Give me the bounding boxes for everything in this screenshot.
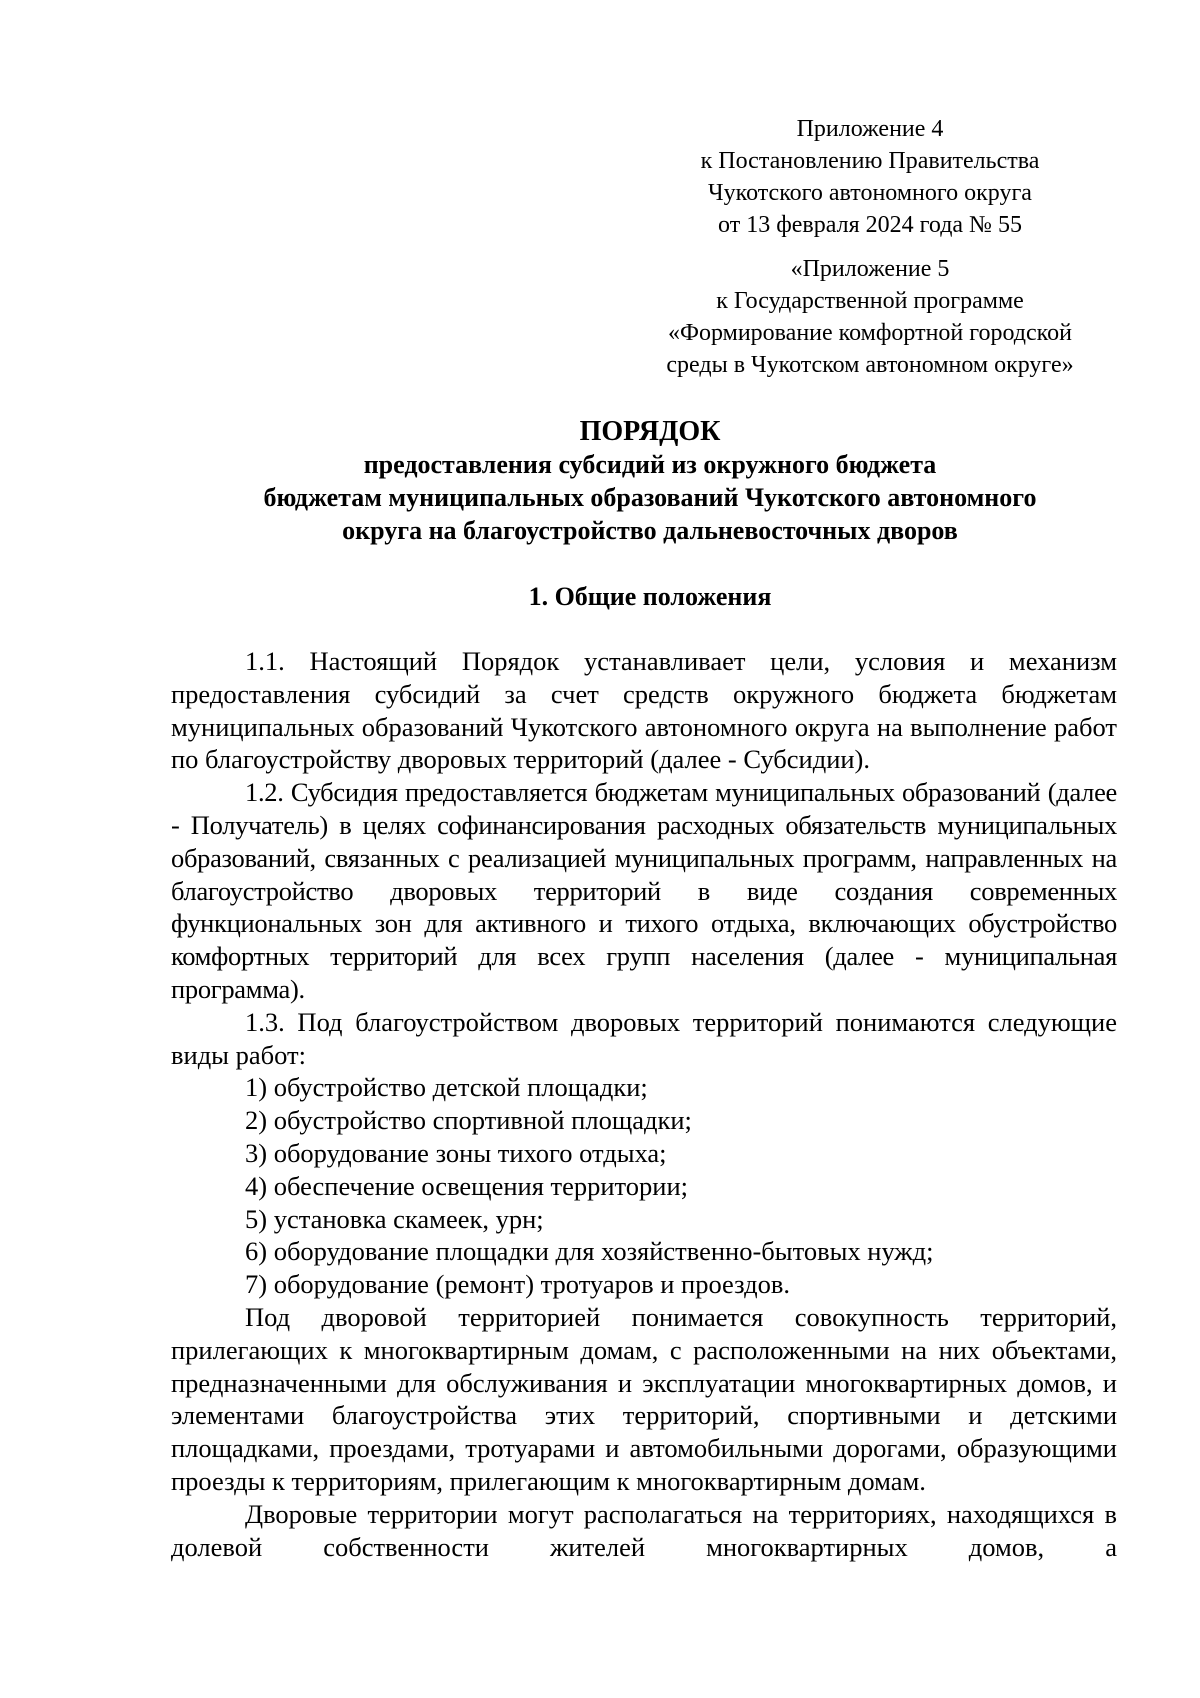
appendix-line: Чукотского автономного округа [708, 180, 1032, 206]
list-item: 6) оборудование площадки для хозяйственно-бытовых нужд; [245, 1236, 934, 1267]
appendix-reference [620, 113, 1120, 241]
list-item: 3) оборудование зоны тихого отдыха; [245, 1137, 667, 1168]
list-item: 7) оборудование (ремонт) тротуаров и проездов. [245, 1269, 790, 1300]
list-item: 5) установка скамеек, урн; [245, 1203, 544, 1234]
title-line: округа на благоустройство дальневосточных дворов [342, 516, 958, 545]
paragraph-yard-definition: Под дворовой территорией понимается совокупность территорий, прилегающих к многоквартирным домам, с расположенными на них объектами, предназначенными для обслуживания и эксплуатации многоквартирных домов, и элементами благоустройства этих территорий, спортивными и детскими площадками, проездами, тротуарами и автомобильными дорогами, образующими проезды к территориям, прилегающим к многоквартирным домам. [171, 1301, 1117, 1496]
appendix-line: «Приложение 5 [790, 256, 950, 282]
title-line: предоставления субсидий из окружного бюджета [363, 450, 937, 479]
appendix-line: к Государственной программе [716, 288, 1024, 314]
list-item: 4) обеспечение освещения территории; [245, 1170, 689, 1201]
paragraph-yard-location: Дворовые территории могут располагаться на территориях, находящихся в долевой собственности жителей многоквартирных домов, а [171, 1498, 1117, 1562]
appendix-line: к Постановлению Правительства [700, 148, 1040, 174]
paragraph-1-1: 1.1. Настоящий Порядок устанавливает цели, условия и механизм предоставления субсидий за счет средств окружного бюджета бюджетам муниципальных образований Чукотского автономного округа на выполнение работ по благоустройству дворовых территорий (далее - Субсидии). [171, 646, 1117, 775]
section-heading: 1. Общие положения [528, 582, 772, 611]
works-list [171, 1071, 1117, 1301]
section-body [171, 645, 1117, 1563]
appendix-line: Приложение 4 [796, 116, 944, 142]
paragraph-1-2: 1.2. Субсидия предоставляется бюджетам муниципальных образований (далее - Получатель) в целях софинансирования расходных обязательств муниципальных образований, связанных с реализацией муниципальных программ, направленных на благоустройство дворовых территорий в виде создания современных функциональных зон для активного и тихого отдыха, включающих обустройство комфортных территорий для всех групп населения (далее - муниципальная программа). [171, 777, 1117, 1004]
paragraph-1-3: 1.3. Под благоустройством дворовых территорий понимаются следующие виды работ: [171, 1006, 1117, 1070]
appendix-line: от 13 февраля 2024 года № 55 [718, 212, 1022, 238]
program-appendix-reference [620, 253, 1120, 381]
list-item: 2) обустройство спортивной площадки; [245, 1105, 692, 1136]
title-line: бюджетам муниципальных образований Чукотского автономного [263, 483, 1037, 512]
title-main: ПОРЯДОК [579, 416, 721, 447]
appendix-line: «Формирование комфортной городской [668, 320, 1072, 346]
appendix-line: среды в Чукотском автономном округе» [666, 352, 1074, 378]
list-item: 1) обустройство детской площадки; [245, 1072, 648, 1103]
document-title [130, 415, 1170, 547]
